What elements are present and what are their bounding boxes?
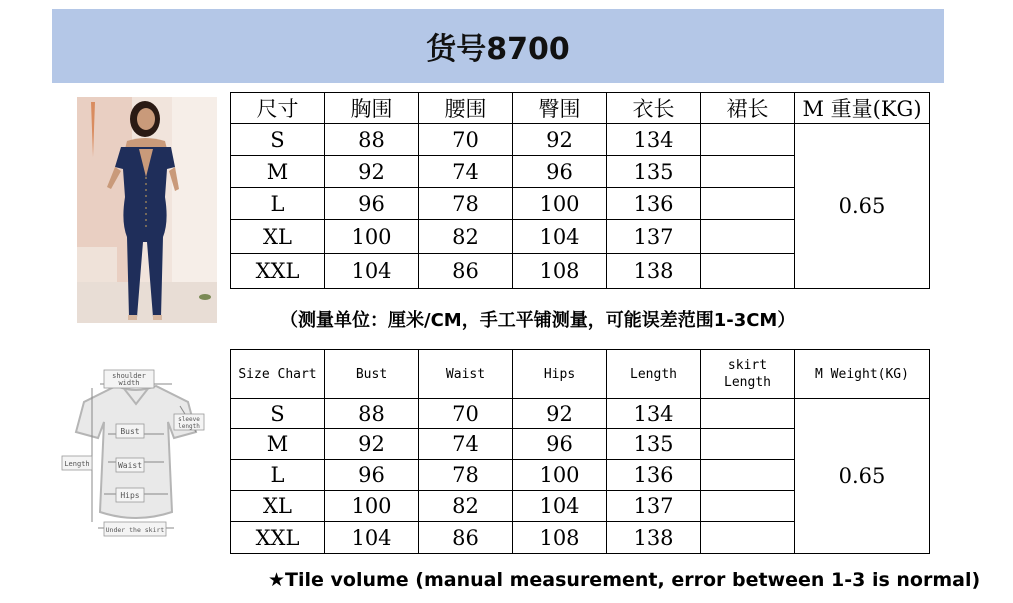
- bust-cell: 88: [325, 124, 419, 156]
- size-cell: S: [231, 399, 325, 429]
- size-cell: XXL: [231, 522, 325, 554]
- product-photo: [77, 97, 217, 323]
- size-cell: XXL: [231, 254, 325, 289]
- label-shoulder: shoulder: [112, 372, 146, 380]
- waist-cell: 78: [419, 188, 513, 220]
- hips-cell: 100: [513, 460, 607, 491]
- header-cell: Bust: [325, 350, 419, 399]
- bust-cell: 96: [325, 188, 419, 220]
- bust-cell: 104: [325, 254, 419, 289]
- label-waist: Waist: [117, 461, 143, 470]
- skirt-cell: [701, 156, 795, 188]
- table-row: [231, 399, 930, 429]
- length-cell: 137: [607, 491, 701, 522]
- label-bust: Bust: [120, 427, 140, 436]
- header-cell: skirt Length: [701, 350, 795, 399]
- label-length: Length: [64, 460, 90, 468]
- size-cell: XL: [231, 491, 325, 522]
- title-banner: [52, 9, 944, 83]
- skirt-cell: [701, 124, 795, 156]
- product-code-title: 货号8700: [426, 32, 570, 67]
- weight-cell: 0.65: [795, 399, 930, 554]
- skirt-cell: [701, 491, 795, 522]
- waist-cell: 74: [419, 156, 513, 188]
- header-cell: Hips: [513, 350, 607, 399]
- measurement-note-cn: （测量单位：厘米/CM，手工平铺测量，可能误差范围1-3CM）: [280, 310, 796, 331]
- hips-cell: 92: [513, 124, 607, 156]
- label-hips: Hips: [120, 491, 140, 500]
- skirt-cell: [701, 188, 795, 220]
- hips-cell: 104: [513, 220, 607, 254]
- hips-cell: 96: [513, 429, 607, 460]
- waist-cell: 70: [419, 399, 513, 429]
- skirt-cell: [701, 522, 795, 554]
- waist-cell: 74: [419, 429, 513, 460]
- size-table-en: [230, 349, 930, 554]
- header-cell: M Weight(KG): [795, 350, 930, 399]
- measurement-note-en: ★Tile volume (manual measurement, error between 1-3 is normal): [268, 569, 981, 591]
- table-row: [231, 124, 930, 156]
- waist-cell: 86: [419, 254, 513, 289]
- waist-cell: 78: [419, 460, 513, 491]
- label-sleeve-2: length: [178, 423, 200, 430]
- hips-cell: 96: [513, 156, 607, 188]
- length-cell: 138: [607, 522, 701, 554]
- length-cell: 138: [607, 254, 701, 289]
- waist-cell: 82: [419, 491, 513, 522]
- header-cell: 腰围: [419, 93, 513, 124]
- bust-cell: 96: [325, 460, 419, 491]
- length-cell: 136: [607, 188, 701, 220]
- bust-cell: 100: [325, 491, 419, 522]
- skirt-cell: [701, 254, 795, 289]
- skirt-cell: [701, 429, 795, 460]
- length-cell: 135: [607, 429, 701, 460]
- header-cell: 尺寸: [231, 93, 325, 124]
- size-table-cn: [230, 92, 930, 289]
- hips-cell: 108: [513, 522, 607, 554]
- header-cell: Length: [607, 350, 701, 399]
- header-cell: Size Chart: [231, 350, 325, 399]
- skirt-cell: [701, 460, 795, 491]
- size-cell: XL: [231, 220, 325, 254]
- size-cell: L: [231, 188, 325, 220]
- measurement-diagram: [56, 362, 216, 544]
- hips-cell: 104: [513, 491, 607, 522]
- size-cell: M: [231, 156, 325, 188]
- header-cell: Waist: [419, 350, 513, 399]
- length-cell: 137: [607, 220, 701, 254]
- header-cell: M 重量(KG): [795, 93, 930, 124]
- weight-cell: 0.65: [795, 124, 930, 289]
- label-under-skirt: Under the skirt: [105, 526, 165, 534]
- length-cell: 134: [607, 124, 701, 156]
- bust-cell: 92: [325, 429, 419, 460]
- hips-cell: 100: [513, 188, 607, 220]
- size-cell: S: [231, 124, 325, 156]
- bust-cell: 88: [325, 399, 419, 429]
- hips-cell: 92: [513, 399, 607, 429]
- header-cell: 胸围: [325, 93, 419, 124]
- bust-cell: 104: [325, 522, 419, 554]
- length-cell: 136: [607, 460, 701, 491]
- waist-cell: 70: [419, 124, 513, 156]
- size-cell: L: [231, 460, 325, 491]
- hips-cell: 108: [513, 254, 607, 289]
- waist-cell: 82: [419, 220, 513, 254]
- header-cell: 衣长: [607, 93, 701, 124]
- label-shoulder-2: width: [118, 379, 140, 387]
- label-sleeve: sleeve: [178, 416, 200, 423]
- bust-cell: 92: [325, 156, 419, 188]
- skirt-cell: [701, 220, 795, 254]
- header-cell: 裙长: [701, 93, 795, 124]
- size-cell: M: [231, 429, 325, 460]
- length-cell: 135: [607, 156, 701, 188]
- bust-cell: 100: [325, 220, 419, 254]
- length-cell: 134: [607, 399, 701, 429]
- skirt-cell: [701, 399, 795, 429]
- waist-cell: 86: [419, 522, 513, 554]
- header-cell: 臀围: [513, 93, 607, 124]
